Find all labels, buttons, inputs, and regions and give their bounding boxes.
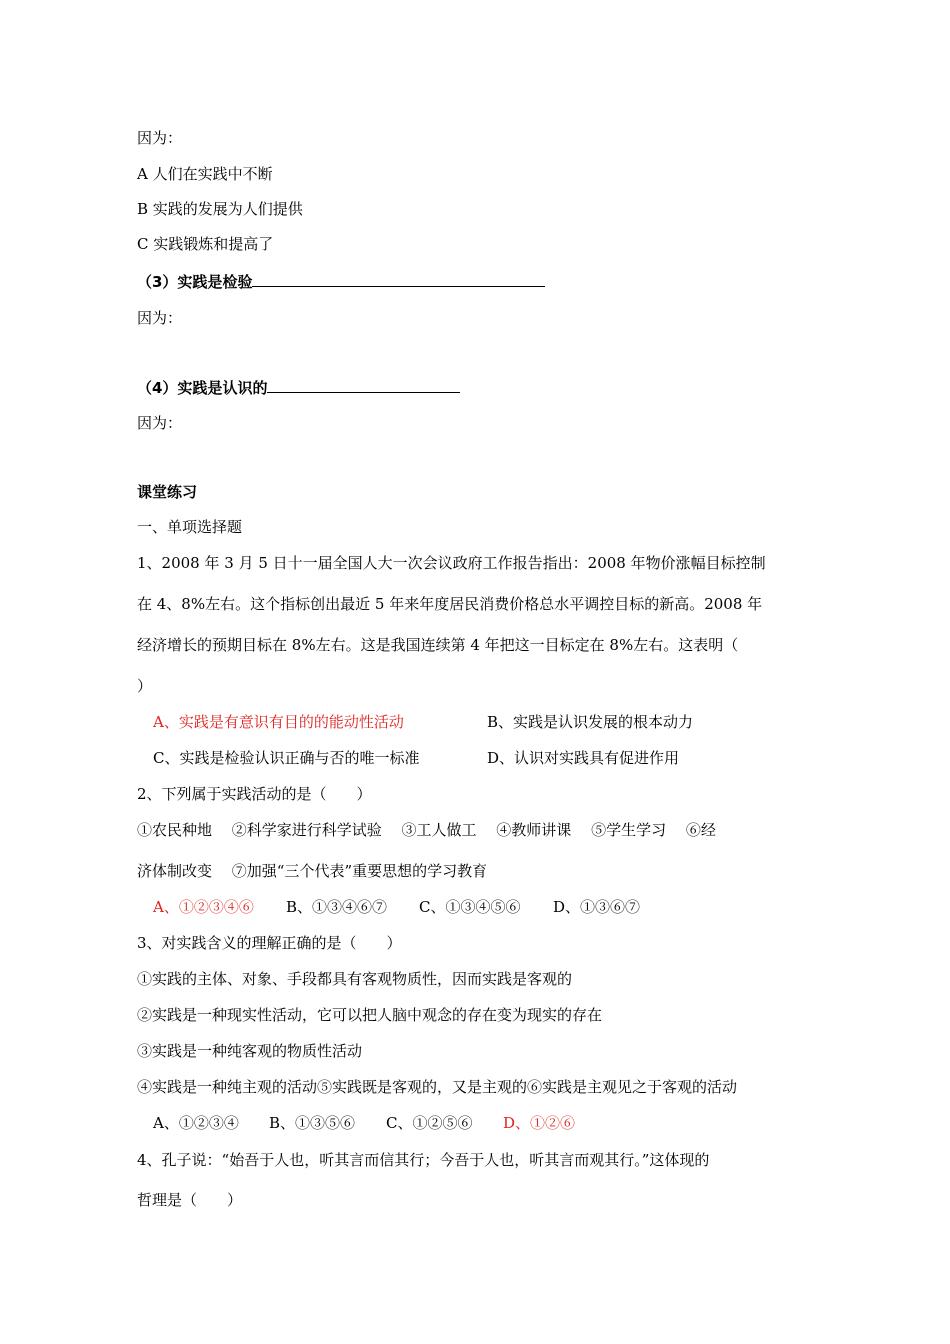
q4-line: 4、孔子说：“始吾于人也，听其言而信其行；今吾于人也，听其言而观其行。”这体现的	[137, 1151, 710, 1169]
q3-option-c: C、①②⑤⑥	[386, 1114, 473, 1132]
q1-option-b: B、实践是认识发展的根本动力	[487, 713, 694, 731]
section-subtitle: 一、单项选择题	[137, 518, 243, 536]
q2-line: 济体制改变 ⑦加强“三个代表”重要思想的学习教育	[137, 862, 488, 880]
q1-line: 在 4、8%左右。这个指标创出最近 5 年来年度居民消费价格总水平调控目标的新高。2008 年	[137, 595, 763, 613]
q3-line: ①实践的主体、对象、手段都具有客观物质性，因而实践是客观的	[137, 970, 573, 988]
point-4-text: （4）实践是认识的	[137, 379, 268, 397]
q1-option-d: D、认识对实践具有促进作用	[487, 749, 680, 767]
answer-blank	[267, 377, 460, 393]
q3-line: ④实践是一种纯主观的活动⑤实践既是客观的，又是主观的⑥实践是主观见之于客观的活动	[137, 1078, 738, 1096]
q3-option-a: A、①②③④	[153, 1114, 239, 1132]
q1-line: ）	[137, 677, 153, 695]
q2-option-c: C、①③④⑤⑥	[419, 898, 521, 916]
point-3	[137, 271, 545, 292]
item-a: A 人们在实践中不断	[137, 165, 273, 183]
q1-line: 1、2008 年 3 月 5 日十一届全国人大一次会议政府工作报告指出：2008 年物价涨幅目标控制	[137, 554, 766, 572]
answer-blank	[252, 271, 545, 287]
q1-option-c: C、实践是检验认识正确与否的唯一标准	[153, 749, 420, 767]
q2-option-a-answer: A、①②③④⑥	[153, 898, 254, 916]
q1-option-a-answer: A、实践是有意识有目的的能动性活动	[153, 713, 404, 731]
because-label: 因为：	[137, 309, 183, 327]
q3-option-b: B、①③⑤⑥	[269, 1114, 356, 1132]
q2-line: 2、下列属于实践活动的是（ ）	[137, 785, 372, 803]
q2-option-b: B、①③④⑥⑦	[286, 898, 388, 916]
q1-line: 经济增长的预期目标在 8%左右。这是我国连续第 4 年把这一目标定在 8%左右。这表明（	[137, 636, 739, 654]
q3-option-d-answer: D、①②⑥	[503, 1114, 576, 1132]
q3-line: 3、对实践含义的理解正确的是（ ）	[137, 934, 402, 952]
because-label: 因为：	[137, 414, 183, 432]
item-c: C 实践锻炼和提高了	[137, 235, 274, 253]
q4-line: 哲理是（ ）	[137, 1191, 243, 1209]
q2-option-d: D、①③⑥⑦	[553, 898, 641, 916]
q3-line: ③实践是一种纯客观的物质性活动	[137, 1042, 363, 1060]
point-4	[137, 377, 460, 398]
point-3-text: （3）实践是检验	[137, 273, 253, 291]
item-b: B 实践的发展为人们提供	[137, 200, 303, 218]
section-title: 课堂练习	[137, 483, 198, 501]
because-label: 因为：	[137, 129, 183, 147]
q2-line: ①农民种地 ②科学家进行科学试验 ③工人做工 ④教师讲课 ⑤学生学习 ⑥经	[137, 821, 716, 839]
q3-line: ②实践是一种现实性活动，它可以把人脑中观念的存在变为现实的存在	[137, 1006, 603, 1024]
